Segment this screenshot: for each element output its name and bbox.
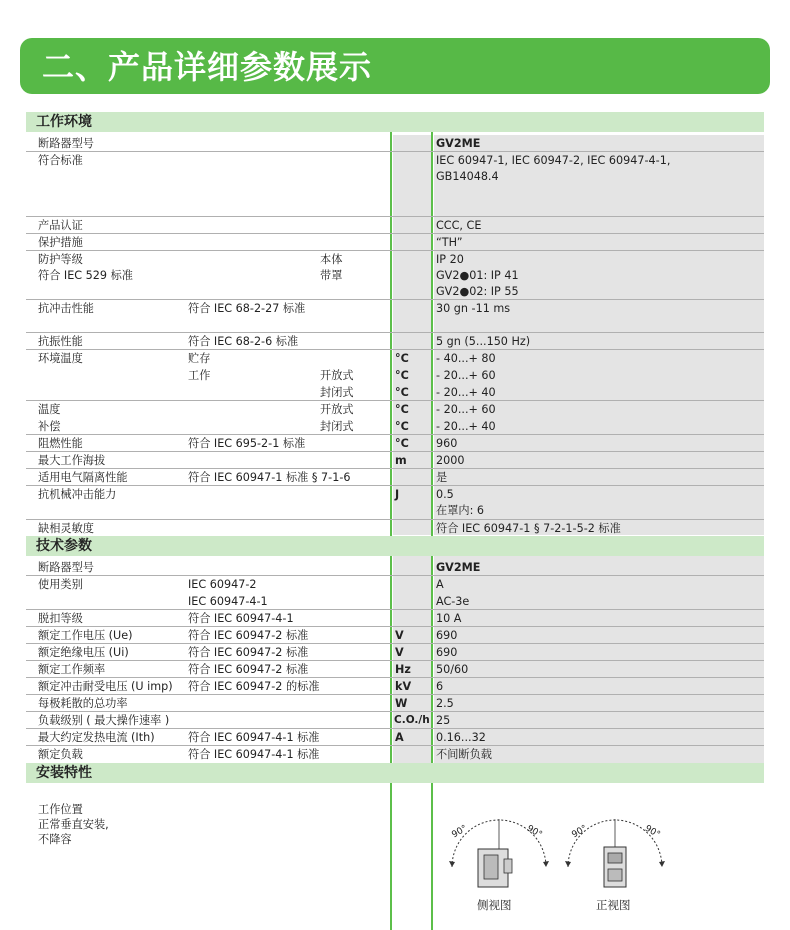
tech-value: 6 <box>436 680 444 693</box>
env-unit: °C <box>395 420 409 433</box>
env-label: 断路器型号 <box>38 137 94 150</box>
env-cond: 符合 IEC 68-2-27 标准 <box>188 302 306 315</box>
tech-value: 25 <box>436 714 451 727</box>
env-value: IP 20 <box>436 253 464 266</box>
env-value: 在罩内: 6 <box>436 504 485 517</box>
env-label: 环境温度 <box>38 352 83 365</box>
tech-unit: A <box>395 731 404 744</box>
tech-cond: IEC 60947-2 <box>188 578 257 591</box>
front-view-caption: 正视图 <box>596 898 631 912</box>
tech-cond: 符合 IEC 60947-4-1 <box>188 612 294 625</box>
tech-cond: 符合 IEC 60947-2 标准 <box>188 629 309 642</box>
env-value: “TH” <box>436 236 463 249</box>
env-value: - 40...+ 80 <box>436 352 496 365</box>
env-unit: °C <box>395 437 409 450</box>
env-label: 抗冲击性能 <box>38 302 94 315</box>
env-label: 保护措施 <box>38 236 83 249</box>
env-value: 0.5 <box>436 488 454 501</box>
env-cond: 贮存 <box>188 352 211 365</box>
tech-label: 使用类别 <box>38 578 83 591</box>
env-unit: m <box>395 454 407 467</box>
env-value: - 20...+ 40 <box>436 386 496 399</box>
env-label: 抗振性能 <box>38 335 83 348</box>
env-value: CCC, CE <box>436 219 482 232</box>
env-cond: 工作 <box>188 369 211 382</box>
env-unit: °C <box>395 369 409 382</box>
env-value: GV2●02: IP 55 <box>436 285 519 298</box>
tech-unit: W <box>395 697 408 710</box>
env-label: 防护等级 <box>38 253 83 266</box>
env-value: GB14048.4 <box>436 170 499 183</box>
tech-cond: 符合 IEC 60947-2 标准 <box>188 646 309 659</box>
env-sub: 封闭式 <box>320 386 354 399</box>
section-tech-title: 技术参数 <box>26 536 764 556</box>
tech-value: A <box>436 578 444 591</box>
side-view-caption: 侧视图 <box>477 898 512 912</box>
tech-value: 50/60 <box>436 663 469 676</box>
env-label: 符合标准 <box>38 154 83 167</box>
env-cond: 符合 IEC 68-2-6 标准 <box>188 335 299 348</box>
tech-label: 额定工作电压 (Ue) <box>38 629 133 642</box>
tech-label: 额定负载 <box>38 748 83 761</box>
tech-label: 额定绝缘电压 (Ui) <box>38 646 129 659</box>
tech-unit: C.O./h <box>394 714 430 726</box>
tech-cond: 符合 IEC 60947-2 的标准 <box>188 680 320 693</box>
section-install-title: 安装特性 <box>26 763 764 783</box>
env-value: - 20...+ 60 <box>436 369 496 382</box>
env-label: 阻燃性能 <box>38 437 83 450</box>
env-cond: 符合 IEC 60947-1 标准 § 7-1-6 <box>188 471 351 484</box>
divider-value <box>431 132 433 930</box>
tech-value: 2.5 <box>436 697 454 710</box>
tech-value: GV2ME <box>436 561 481 574</box>
env-value: 符合 IEC 60947-1 § 7-2-1-5-2 标准 <box>436 522 621 535</box>
tech-label: 每极耗散的总功率 <box>38 697 128 710</box>
angle-label: 90° <box>450 823 470 841</box>
tech-unit: kV <box>395 680 412 693</box>
env-label: 产品认证 <box>38 219 83 232</box>
env-unit: °C <box>395 386 409 399</box>
env-value: 5 gn (5...150 Hz) <box>436 335 531 348</box>
env-value: GV2●01: IP 41 <box>436 269 519 282</box>
tech-value: 690 <box>436 629 458 642</box>
tech-label: 断路器型号 <box>38 561 94 574</box>
env-sub: 开放式 <box>320 403 354 416</box>
divider-unit <box>390 132 392 930</box>
tech-unit: Hz <box>395 663 411 676</box>
tech-label: 额定冲击耐受电压 (U imp) <box>38 680 173 693</box>
angle-label: 90° <box>570 823 590 841</box>
env-label: 补偿 <box>38 420 61 433</box>
tech-cond: 符合 IEC 60947-4-1 标准 <box>188 748 320 761</box>
tech-unit: V <box>395 646 404 659</box>
env-cond: 符合 IEC 695-2-1 标准 <box>188 437 306 450</box>
tech-label: 负载级别 ( 最大操作速率 ) <box>38 714 170 727</box>
tech-label: 脱扣等级 <box>38 612 83 625</box>
banner-title: 二、产品详细参数展示 <box>42 48 373 86</box>
unit-column-bg <box>393 135 432 535</box>
env-sub: 封闭式 <box>320 420 354 433</box>
env-sub: 开放式 <box>320 369 354 382</box>
env-label: 抗机械冲击能力 <box>38 488 117 501</box>
section-env-title: 工作环境 <box>26 112 764 132</box>
env-sub: 带罩 <box>320 269 343 282</box>
env-unit: J <box>395 488 400 501</box>
env-sub: 本体 <box>320 253 343 266</box>
tech-value: 10 A <box>436 612 462 625</box>
env-value: 2000 <box>436 454 465 467</box>
tech-value: 690 <box>436 646 458 659</box>
angle-label: 90° <box>642 823 662 841</box>
env-value: IEC 60947-1, IEC 60947-2, IEC 60947-4-1, <box>436 154 671 167</box>
env-value: 是 <box>436 471 448 484</box>
tech-label: 额定工作频率 <box>38 663 106 676</box>
tech-label: 最大约定发热电流 (Ith) <box>38 731 155 744</box>
install-label: 正常垂直安装, <box>38 818 109 831</box>
env-value: 960 <box>436 437 458 450</box>
tech-cond: 符合 IEC 60947-2 标准 <box>188 663 309 676</box>
tech-value: 不间断负载 <box>436 748 492 761</box>
env-value: GV2ME <box>436 137 481 150</box>
install-label: 工作位置 <box>38 803 83 816</box>
env-unit: °C <box>395 403 409 416</box>
angle-label: 90° <box>524 823 544 841</box>
env-value: - 20...+ 40 <box>436 420 496 433</box>
env-label: 温度 <box>38 403 61 416</box>
env-label: 最大工作海拔 <box>38 454 106 467</box>
env-label: 适用电气隔离性能 <box>38 471 128 484</box>
tech-cond: 符合 IEC 60947-4-1 标准 <box>188 731 320 744</box>
tech-unit: V <box>395 629 404 642</box>
tech-cond: IEC 60947-4-1 <box>188 595 268 608</box>
tech-value: 0.16...32 <box>436 731 486 744</box>
env-value: 30 gn -11 ms <box>436 302 511 315</box>
env-label: 缺相灵敏度 <box>38 522 94 535</box>
env-value: - 20...+ 60 <box>436 403 496 416</box>
install-label: 不降容 <box>38 833 72 846</box>
tech-value: AC-3e <box>436 595 470 608</box>
env-unit: °C <box>395 352 409 365</box>
env-label: 符合 IEC 529 标准 <box>38 269 133 282</box>
